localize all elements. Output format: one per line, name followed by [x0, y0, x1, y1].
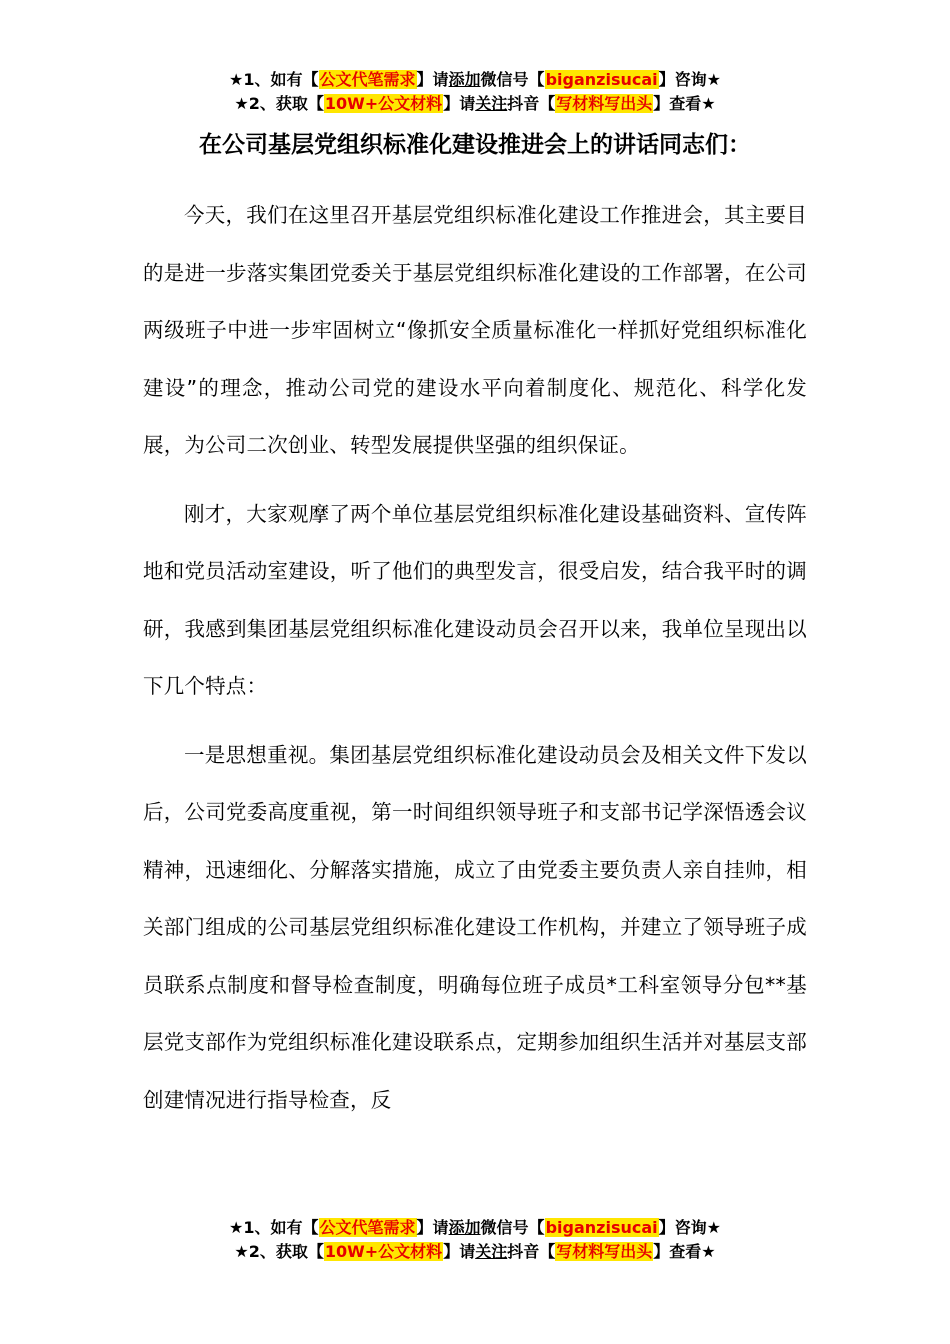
body-paragraph: 今天，我们在这里召开基层党组织标准化建设工作推进会，其主要目的是进一步落实集团党委关于基层党组织标准化建设的工作部署，在公司两级班子中进一步牢固树立“像抓安全质量标准化一样抓好党组织标准化建设”的理念，推动公司党的建设水平向着制度化、规范化、科学化发展，为公司二次创业、转型发展提供坚强的组织保证。: [143, 203, 807, 457]
promo-text: 】请: [416, 70, 449, 89]
document-body: [143, 187, 807, 1140]
promo-text: 】查看★: [653, 94, 716, 113]
promo-underline: 添加: [448, 1218, 481, 1237]
promo-text: 】请: [443, 1242, 476, 1261]
promo-line-1: [0, 1216, 950, 1240]
promo-highlight: biganzisucai: [545, 1218, 658, 1237]
promo-text: ★2、获取【: [234, 1242, 324, 1261]
promo-banner-bottom: [0, 1216, 950, 1264]
promo-highlight: 公文代笔需求: [319, 1218, 416, 1237]
promo-underline: 关注: [475, 1242, 508, 1261]
promo-banner-top: [0, 68, 950, 116]
promo-text: ★1、如有【: [229, 1218, 319, 1237]
promo-highlight: 写材料写出头: [556, 94, 653, 113]
promo-highlight: biganzisucai: [545, 70, 658, 89]
body-paragraph: 刚才，大家观摩了两个单位基层党组织标准化建设基础资料、宣传阵地和党员活动室建设，听了他们的典型发言，很受启发，结合我平时的调研，我感到集团基层党组织标准化建设动员会召开以来，我单位呈现出以下几个特点：: [143, 501, 807, 698]
promo-text: 】咨询★: [658, 1218, 721, 1237]
promo-text: 微信号【: [480, 70, 545, 89]
promo-line-1: [0, 68, 950, 92]
body-paragraph: 一是思想重视。集团基层党组织标准化建设动员会及相关文件下发以后，公司党委高度重视，第一时间组织领导班子和支部书记学深悟透会议精神，迅速细化、分解落实措施，成立了由党委主要负责人亲自挂帅，相关部门组成的公司基层党组织标准化建设工作机构，并建立了领导班子成员联系点制度和督导检查制度，明确每位班子成员*工科室领导分包**基层党支部作为党组织标准化建设联系点，定期参加组织生活并对基层支部创建情况进行指导检查，反: [143, 742, 807, 1112]
promo-text: 】查看★: [653, 1242, 716, 1261]
promo-underline: 关注: [475, 94, 508, 113]
promo-highlight: 写材料写出头: [556, 1242, 653, 1261]
promo-line-2: [0, 92, 950, 116]
promo-text: 微信号【: [480, 1218, 545, 1237]
promo-text: ★1、如有【: [229, 70, 319, 89]
promo-underline: 添加: [448, 70, 481, 89]
promo-highlight: 10W+公文材料: [324, 1242, 443, 1261]
promo-line-2: [0, 1240, 950, 1264]
promo-text: ★2、获取【: [234, 94, 324, 113]
promo-text: 抖音【: [507, 94, 556, 113]
promo-text: 】咨询★: [658, 70, 721, 89]
promo-text: 】请: [416, 1218, 449, 1237]
document-title: 在公司基层党组织标准化建设推进会上的讲话同志们：: [199, 132, 751, 158]
promo-text: 】请: [443, 94, 476, 113]
promo-highlight: 10W+公文材料: [324, 94, 443, 113]
promo-highlight: 公文代笔需求: [319, 70, 416, 89]
promo-text: 抖音【: [507, 1242, 556, 1261]
